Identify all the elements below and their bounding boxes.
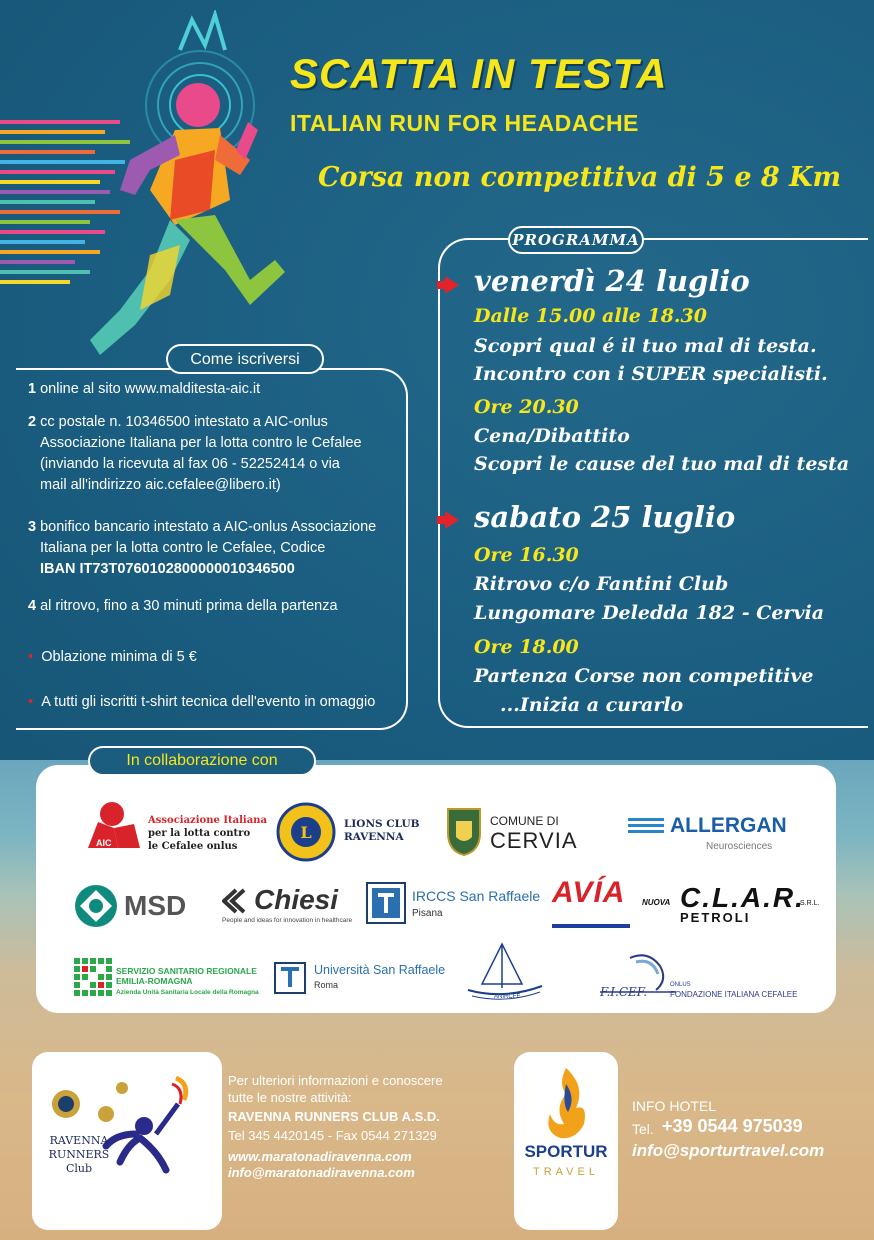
hotel-label: INFO HOTEL — [632, 1098, 717, 1114]
registration-item-4 — [28, 596, 400, 617]
rrc-line: Club — [65, 1162, 93, 1175]
msd-text: MSD — [124, 890, 187, 921]
event-line: Cena/Dibattito — [474, 425, 630, 447]
cervia-line: CERVIA — [490, 828, 578, 853]
item-line: cc postale n. 10346500 intestato a AIC-onlus — [40, 414, 328, 430]
lions-line: RAVENNA — [344, 831, 404, 843]
club-email-link[interactable]: info@maratonadiravenna.com — [228, 1165, 415, 1180]
ficef-onlus: ONLUS — [670, 982, 691, 988]
red-arrow-icon — [445, 276, 459, 294]
unisr-mark-icon — [274, 962, 306, 994]
aic-mark-text: AIC — [96, 838, 112, 848]
cervia-text — [490, 814, 578, 854]
item-line: (inviando la ricevuta al fax 06 - 52252414 o via — [40, 456, 340, 472]
rrc-line: RUNNERS — [48, 1148, 110, 1161]
clar-sub: PETROLI — [680, 910, 751, 925]
event-line: Lungomare Deledda 182 - Cervia — [474, 602, 825, 624]
time-friday-1: Dalle 15.00 alle 18.30 — [474, 305, 707, 327]
event-line: Ritrovo c/o Fantini Club — [474, 573, 729, 595]
aic-text — [148, 814, 267, 853]
irccs-sub: Pisana — [412, 908, 443, 919]
info-intro — [228, 1072, 443, 1106]
item-number: 1 — [28, 381, 37, 397]
avia-text: AVÍA — [552, 876, 626, 909]
clar-text: C.L.A.R. — [680, 882, 805, 913]
ssr-text — [116, 966, 259, 998]
anircef-text: ANIRCEF — [494, 994, 521, 1000]
cervia-crest-icon — [444, 803, 484, 857]
unisr-text: Università San Raffaele — [314, 963, 446, 977]
hotel-phone: +39 0544 975039 — [662, 1116, 803, 1136]
msd-mark-icon — [74, 884, 118, 928]
day-friday: venerdì 24 luglio — [474, 264, 750, 298]
aic-line: per la lotta contro — [148, 828, 251, 839]
registration-item-1 — [28, 379, 400, 400]
event-title: SCATTA IN TESTA — [290, 50, 668, 97]
bullet-tshirt: • A tutti gli iscritti t-shirt tecnica dell'evento in omaggio — [28, 693, 375, 710]
item-number: 2 — [28, 414, 37, 430]
runner-illustration — [0, 10, 300, 370]
sportur-sub: TRAVEL — [533, 1166, 599, 1178]
allergan-text: ALLERGAN — [670, 814, 787, 837]
ssr-line: SERVIZIO SANITARIO REGIONALE — [116, 966, 257, 976]
allergan-mark-icon — [628, 816, 664, 838]
irccs-mark-icon — [366, 882, 406, 924]
ficef-sub: FONDAZIONE ITALIANA CEFALEE — [670, 990, 798, 999]
event-line: ...Inizia a curarlo — [500, 694, 684, 716]
registration-tab: Come iscriversi — [166, 344, 324, 374]
item-line: Italiana per la lotta contro le Cefalee, Codice — [40, 540, 326, 556]
event-line: Scopri qual é il tuo mal di testa. — [474, 335, 817, 357]
ssr-line: EMILIA-ROMAGNA — [116, 976, 193, 986]
aic-logo — [78, 798, 142, 852]
time-saturday-1: Ore 16.30 — [474, 544, 579, 566]
club-phone: Tel 345 4420145 - Fax 0544 271329 — [228, 1128, 437, 1143]
rrc-text — [44, 1134, 114, 1176]
club-website-link[interactable]: www.maratonadiravenna.com — [228, 1149, 412, 1164]
time-saturday-2: Ore 18.00 — [474, 636, 579, 658]
sportur-text: SPORTUR — [524, 1142, 608, 1161]
aic-line: Associazione Italiana — [148, 815, 267, 826]
chiesi-sub: People and ideas for innovation in healthcare — [222, 917, 353, 924]
time-friday-2: Ore 20.30 — [474, 396, 579, 418]
bullet-oblazione: • Oblazione minima di 5 € — [28, 648, 197, 665]
registration-item-2 — [28, 412, 400, 496]
ssr-line: Azienda Unità Sanitaria Locale della Romagna — [116, 989, 259, 996]
cervia-line: COMUNE DI — [490, 814, 559, 828]
club-name: RAVENNA RUNNERS CLUB A.S.D. — [228, 1109, 440, 1124]
event-tagline: Corsa non competitiva di 5 e 8 Km — [318, 162, 842, 193]
item-line: Associazione Italiana per la lotta contro le Cefalee — [40, 435, 362, 451]
program-tab: PROGRAMMA — [508, 226, 644, 254]
speed-lines — [0, 120, 130, 284]
hotel-email-link[interactable]: info@sporturtravel.com — [632, 1141, 825, 1160]
chiesi-mark-icon — [222, 888, 254, 914]
item-number: 4 — [28, 598, 37, 614]
item-line: al ritrovo, fino a 30 minuti prima della partenza — [40, 598, 338, 614]
lions-line: LIONS CLUB — [344, 818, 420, 830]
clar-prefix: NUOVA — [642, 898, 671, 907]
event-subtitle: ITALIAN RUN FOR HEADACHE — [290, 110, 639, 136]
allergan-sub: Neurosciences — [706, 841, 773, 852]
day-saturday: sabato 25 luglio — [474, 500, 736, 534]
clar-srl: S.R.L. — [800, 900, 820, 907]
unisr-sub: Roma — [314, 980, 339, 990]
item-number: 3 — [28, 519, 37, 535]
sportur-flame-icon — [536, 1064, 596, 1144]
svg-text:L: L — [300, 823, 312, 842]
rrc-line: RAVENNA — [49, 1134, 109, 1147]
registration-item-3 — [28, 517, 400, 580]
event-line: Scopri le cause del tuo mal di testa — [474, 453, 850, 475]
irccs-text: IRCCS San Raffaele — [412, 888, 541, 904]
iban-line: IBAN IT73T0760102800000010346500 — [40, 561, 295, 577]
ficef-text: F.I.CEF. — [600, 985, 648, 999]
chiesi-text: Chiesi — [254, 884, 339, 915]
item-line: online al sito www.malditesta-aic.it — [40, 381, 261, 397]
avia-logo — [552, 876, 630, 928]
item-line: mail all'indirizzo aic.cefalee@libero.it) — [40, 477, 281, 493]
ssr-mark-icon — [74, 958, 114, 998]
info-line: Per ulteriori informazioni e conoscere — [228, 1073, 443, 1088]
event-line: Incontro con i SUPER specialisti. — [474, 363, 828, 385]
hotel-tel-label: Tel. — [632, 1121, 654, 1137]
red-arrow-icon — [445, 511, 459, 529]
collaboration-tab: In collaborazione con — [88, 746, 316, 776]
aic-line: le Cefalee onlus — [148, 841, 238, 852]
info-line: tutte le nostre attività: — [228, 1090, 352, 1105]
event-line: Partenza Corse non competitive — [474, 665, 814, 687]
lions-emblem-icon — [276, 802, 336, 862]
item-line: bonifico bancario intestato a AIC-onlus Associazione — [40, 519, 377, 535]
lions-text — [344, 818, 419, 844]
